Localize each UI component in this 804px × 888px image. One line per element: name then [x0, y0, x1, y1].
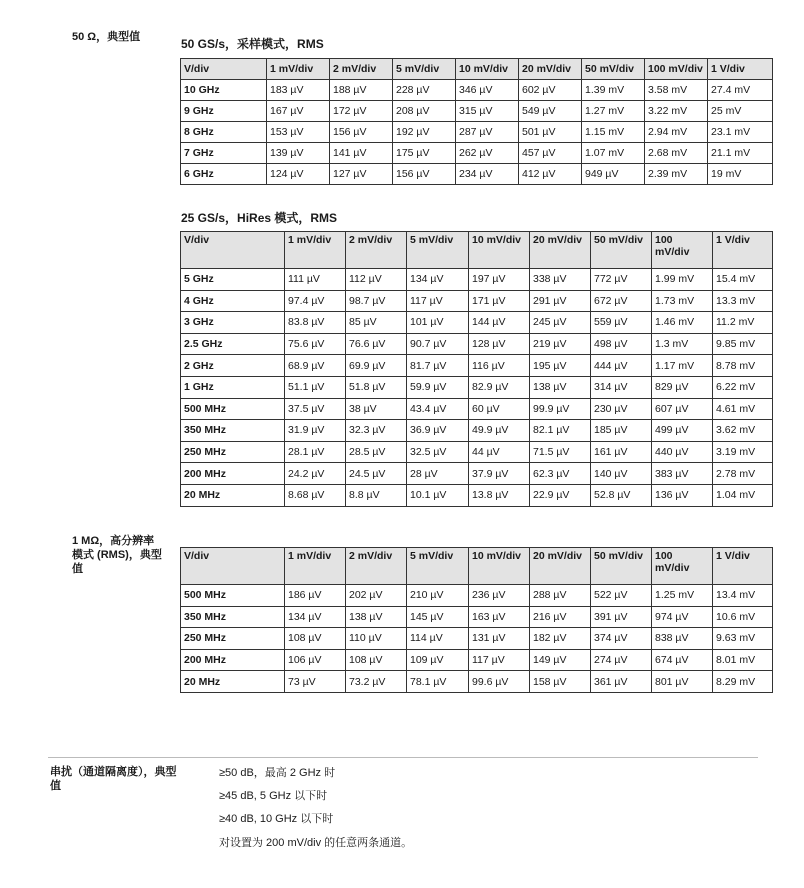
table-cell: 24.2 µV: [285, 463, 346, 485]
table-row: [181, 484, 773, 506]
table-cell: 97.4 µV: [285, 290, 346, 312]
table-row: [181, 143, 773, 164]
table-cell: 116 µV: [469, 355, 530, 377]
column-header: 50 mV/div: [591, 548, 652, 585]
table-cell: 101 µV: [407, 312, 469, 334]
table-cell: 43.4 µV: [407, 398, 469, 420]
table-cell: 99.6 µV: [469, 671, 530, 693]
column-header: 20 mV/div: [530, 232, 591, 269]
column-header: V/div: [181, 59, 267, 80]
column-header: 2 mV/div: [346, 232, 407, 269]
table-cell: 28.1 µV: [285, 441, 346, 463]
crosstalk-line-4: 对设置为 200 mV/div 的任意两条通道。: [219, 837, 413, 849]
row-header: 4 GHz: [181, 290, 285, 312]
row-header: 20 MHz: [181, 671, 285, 693]
table-cell: 9.85 mV: [713, 333, 773, 355]
column-header: 10 mV/div: [456, 59, 519, 80]
table-cell: 1.73 mV: [652, 290, 713, 312]
table-cell: 144 µV: [469, 312, 530, 334]
table-cell: 3.22 mV: [645, 101, 708, 122]
table-cell: 158 µV: [530, 671, 591, 693]
table-cell: 236 µV: [469, 585, 530, 607]
row-header: 1 GHz: [181, 376, 285, 398]
table-cell: 49.9 µV: [469, 420, 530, 442]
table-cell: 8.8 µV: [346, 484, 407, 506]
table-cell: 314 µV: [591, 376, 652, 398]
table-cell: 440 µV: [652, 441, 713, 463]
table-row: [181, 606, 773, 628]
row-header: 350 MHz: [181, 606, 285, 628]
table-cell: 134 µV: [285, 606, 346, 628]
table-row: [181, 122, 773, 143]
crosstalk-line-1: ≥50 dB，最高 2 GHz 时: [219, 767, 336, 779]
table-row: [181, 376, 773, 398]
table-cell: 22.9 µV: [530, 484, 591, 506]
table-cell: 28.5 µV: [346, 441, 407, 463]
column-header: 1 V/div: [708, 59, 773, 80]
table-cell: 829 µV: [652, 376, 713, 398]
column-header: 100 mV/div: [652, 548, 713, 585]
table-cell: 108 µV: [285, 628, 346, 650]
table-cell: 186 µV: [285, 585, 346, 607]
table-cell: 202 µV: [346, 585, 407, 607]
table-cell: 8.78 mV: [713, 355, 773, 377]
table-header-row: [181, 232, 773, 269]
table-cell: 59.9 µV: [407, 376, 469, 398]
table-cell: 674 µV: [652, 649, 713, 671]
table-cell: 175 µV: [393, 143, 456, 164]
crosstalk-line-3: ≥40 dB, 10 GHz 以下时: [219, 813, 334, 825]
table-cell: 11.2 mV: [713, 312, 773, 334]
table-cell: 522 µV: [591, 585, 652, 607]
table-cell: 52.8 µV: [591, 484, 652, 506]
table2-title: 25 GS/s，HiRes 模式，RMS: [181, 211, 338, 225]
table-cell: 128 µV: [469, 333, 530, 355]
row-header: 3 GHz: [181, 312, 285, 334]
table-cell: 145 µV: [407, 606, 469, 628]
table-cell: 27.4 mV: [708, 80, 773, 101]
table-cell: 23.1 mV: [708, 122, 773, 143]
row-header: 200 MHz: [181, 649, 285, 671]
table-cell: 153 µV: [267, 122, 330, 143]
table-cell: 338 µV: [530, 269, 591, 291]
table-cell: 2.39 mV: [645, 164, 708, 185]
table-cell: 69.9 µV: [346, 355, 407, 377]
table-cell: 444 µV: [591, 355, 652, 377]
table-cell: 8.29 mV: [713, 671, 773, 693]
table-cell: 68.9 µV: [285, 355, 346, 377]
table-row: [181, 628, 773, 650]
row-header: 500 MHz: [181, 585, 285, 607]
table-cell: 138 µV: [346, 606, 407, 628]
column-header: 5 mV/div: [393, 59, 456, 80]
section-divider: [48, 757, 758, 758]
table-cell: 4.61 mV: [713, 398, 773, 420]
column-header: 10 mV/div: [469, 548, 530, 585]
table-cell: 412 µV: [519, 164, 582, 185]
crosstalk-line-2: ≥45 dB, 5 GHz 以下时: [219, 790, 328, 802]
table-cell: 131 µV: [469, 628, 530, 650]
table-cell: 219 µV: [530, 333, 591, 355]
table-cell: 9.63 mV: [713, 628, 773, 650]
row-header: 2.5 GHz: [181, 333, 285, 355]
table-cell: 197 µV: [469, 269, 530, 291]
table-cell: 37.5 µV: [285, 398, 346, 420]
table-cell: 140 µV: [591, 463, 652, 485]
table-cell: 109 µV: [407, 649, 469, 671]
table-cell: 1.27 mV: [582, 101, 645, 122]
table-cell: 772 µV: [591, 269, 652, 291]
row-header: 8 GHz: [181, 122, 267, 143]
table-cell: 6.22 mV: [713, 376, 773, 398]
table-cell: 127 µV: [330, 164, 393, 185]
table-header-row: [181, 548, 773, 585]
table-cell: 99.9 µV: [530, 398, 591, 420]
table-cell: 208 µV: [393, 101, 456, 122]
table-cell: 230 µV: [591, 398, 652, 420]
table-cell: 1.46 mV: [652, 312, 713, 334]
noise-table-1m-hires: [180, 547, 773, 693]
table-cell: 288 µV: [530, 585, 591, 607]
table-cell: 183 µV: [267, 80, 330, 101]
table-cell: 391 µV: [591, 606, 652, 628]
table-cell: 31.9 µV: [285, 420, 346, 442]
table-header-row: [181, 59, 773, 80]
table-cell: 38 µV: [346, 398, 407, 420]
table-cell: 117 µV: [469, 649, 530, 671]
table-cell: 136 µV: [652, 484, 713, 506]
row-header: 10 GHz: [181, 80, 267, 101]
table-cell: 60 µV: [469, 398, 530, 420]
column-header: 20 mV/div: [530, 548, 591, 585]
column-header: 2 mV/div: [330, 59, 393, 80]
table-row: [181, 441, 773, 463]
column-header: V/div: [181, 548, 285, 585]
table-row: [181, 585, 773, 607]
row-header: 2 GHz: [181, 355, 285, 377]
row-header: 6 GHz: [181, 164, 267, 185]
table-cell: 172 µV: [330, 101, 393, 122]
table-cell: 156 µV: [393, 164, 456, 185]
column-header: 1 mV/div: [285, 232, 346, 269]
table-cell: 8.68 µV: [285, 484, 346, 506]
crosstalk-label: 串扰（通道隔离度），典型 值: [50, 766, 177, 792]
table-cell: 607 µV: [652, 398, 713, 420]
row-header: 500 MHz: [181, 398, 285, 420]
table-cell: 114 µV: [407, 628, 469, 650]
table-cell: 501 µV: [519, 122, 582, 143]
table-cell: 1.07 mV: [582, 143, 645, 164]
table-cell: 32.5 µV: [407, 441, 469, 463]
table-cell: 274 µV: [591, 649, 652, 671]
table-cell: 106 µV: [285, 649, 346, 671]
table-row: [181, 80, 773, 101]
table-row: [181, 649, 773, 671]
table-cell: 139 µV: [267, 143, 330, 164]
table-row: [181, 101, 773, 122]
table-cell: 19 mV: [708, 164, 773, 185]
table-cell: 1.3 mV: [652, 333, 713, 355]
table-cell: 110 µV: [346, 628, 407, 650]
table-cell: 51.8 µV: [346, 376, 407, 398]
table-cell: 974 µV: [652, 606, 713, 628]
table-cell: 13.8 µV: [469, 484, 530, 506]
table1-title: 50 GS/s，采样模式，RMS: [181, 37, 324, 51]
table-cell: 124 µV: [267, 164, 330, 185]
table-cell: 163 µV: [469, 606, 530, 628]
table-cell: 602 µV: [519, 80, 582, 101]
table-cell: 44 µV: [469, 441, 530, 463]
table-cell: 78.1 µV: [407, 671, 469, 693]
table-cell: 83.8 µV: [285, 312, 346, 334]
column-header: 50 mV/div: [591, 232, 652, 269]
table-cell: 1.17 mV: [652, 355, 713, 377]
table-cell: 3.19 mV: [713, 441, 773, 463]
table-cell: 51.1 µV: [285, 376, 346, 398]
row-header: 250 MHz: [181, 441, 285, 463]
table-cell: 167 µV: [267, 101, 330, 122]
table-row: [181, 164, 773, 185]
table-cell: 457 µV: [519, 143, 582, 164]
table-cell: 98.7 µV: [346, 290, 407, 312]
row-header: 250 MHz: [181, 628, 285, 650]
table-cell: 71.5 µV: [530, 441, 591, 463]
table-cell: 1.99 mV: [652, 269, 713, 291]
table-cell: 838 µV: [652, 628, 713, 650]
column-header: 1 mV/div: [285, 548, 346, 585]
table-cell: 672 µV: [591, 290, 652, 312]
column-header: 1 V/div: [713, 232, 773, 269]
table-cell: 82.9 µV: [469, 376, 530, 398]
table-cell: 112 µV: [346, 269, 407, 291]
column-header: 100 mV/div: [652, 232, 713, 269]
impedance-1m-label: 1 MΩ，高分辨率 模式 (RMS)，典型 值: [72, 535, 162, 575]
table-cell: 76.6 µV: [346, 333, 407, 355]
column-header: V/div: [181, 232, 285, 269]
row-header: 7 GHz: [181, 143, 267, 164]
table-cell: 1.15 mV: [582, 122, 645, 143]
row-header: 350 MHz: [181, 420, 285, 442]
table-cell: 245 µV: [530, 312, 591, 334]
table-cell: 117 µV: [407, 290, 469, 312]
noise-table-hires-mode: [180, 231, 773, 507]
table-row: [181, 355, 773, 377]
table-cell: 37.9 µV: [469, 463, 530, 485]
table-cell: 171 µV: [469, 290, 530, 312]
impedance-50-label: 50 Ω，典型值: [72, 31, 141, 43]
table-cell: 8.01 mV: [713, 649, 773, 671]
table-cell: 549 µV: [519, 101, 582, 122]
table-cell: 216 µV: [530, 606, 591, 628]
table-cell: 62.3 µV: [530, 463, 591, 485]
table-cell: 90.7 µV: [407, 333, 469, 355]
table-cell: 75.6 µV: [285, 333, 346, 355]
column-header: 10 mV/div: [469, 232, 530, 269]
table-cell: 234 µV: [456, 164, 519, 185]
table-cell: 138 µV: [530, 376, 591, 398]
table-cell: 188 µV: [330, 80, 393, 101]
table-cell: 2.68 mV: [645, 143, 708, 164]
table-row: [181, 671, 773, 693]
table-cell: 10.1 µV: [407, 484, 469, 506]
table-cell: 192 µV: [393, 122, 456, 143]
table-cell: 262 µV: [456, 143, 519, 164]
table-cell: 949 µV: [582, 164, 645, 185]
table-cell: 374 µV: [591, 628, 652, 650]
table-row: [181, 269, 773, 291]
table-cell: 499 µV: [652, 420, 713, 442]
table-cell: 13.4 mV: [713, 585, 773, 607]
table-cell: 801 µV: [652, 671, 713, 693]
table-cell: 291 µV: [530, 290, 591, 312]
column-header: 1 V/div: [713, 548, 773, 585]
noise-table-sample-mode: [180, 58, 773, 185]
table-cell: 1.04 mV: [713, 484, 773, 506]
table-cell: 141 µV: [330, 143, 393, 164]
row-header: 200 MHz: [181, 463, 285, 485]
column-header: 20 mV/div: [519, 59, 582, 80]
table-cell: 287 µV: [456, 122, 519, 143]
table-cell: 2.94 mV: [645, 122, 708, 143]
table-cell: 73.2 µV: [346, 671, 407, 693]
column-header: 50 mV/div: [582, 59, 645, 80]
table-row: [181, 290, 773, 312]
table-cell: 3.62 mV: [713, 420, 773, 442]
table-cell: 185 µV: [591, 420, 652, 442]
column-header: 100 mV/div: [645, 59, 708, 80]
row-header: 9 GHz: [181, 101, 267, 122]
column-header: 1 mV/div: [267, 59, 330, 80]
table-cell: 134 µV: [407, 269, 469, 291]
table-cell: 361 µV: [591, 671, 652, 693]
table-cell: 28 µV: [407, 463, 469, 485]
row-header: 20 MHz: [181, 484, 285, 506]
table-cell: 82.1 µV: [530, 420, 591, 442]
table-cell: 32.3 µV: [346, 420, 407, 442]
table-cell: 85 µV: [346, 312, 407, 334]
column-header: 5 mV/div: [407, 548, 469, 585]
row-header: 5 GHz: [181, 269, 285, 291]
table-cell: 1.25 mV: [652, 585, 713, 607]
table-cell: 81.7 µV: [407, 355, 469, 377]
table-cell: 3.58 mV: [645, 80, 708, 101]
table-cell: 182 µV: [530, 628, 591, 650]
table-cell: 1.39 mV: [582, 80, 645, 101]
table-cell: 383 µV: [652, 463, 713, 485]
table-cell: 559 µV: [591, 312, 652, 334]
table-cell: 108 µV: [346, 649, 407, 671]
table-row: [181, 333, 773, 355]
table-row: [181, 312, 773, 334]
table-cell: 149 µV: [530, 649, 591, 671]
table-cell: 111 µV: [285, 269, 346, 291]
column-header: 5 mV/div: [407, 232, 469, 269]
table-cell: 315 µV: [456, 101, 519, 122]
table-cell: 15.4 mV: [713, 269, 773, 291]
table-cell: 73 µV: [285, 671, 346, 693]
table-cell: 36.9 µV: [407, 420, 469, 442]
table-cell: 10.6 mV: [713, 606, 773, 628]
table-row: [181, 420, 773, 442]
table-cell: 228 µV: [393, 80, 456, 101]
table-row: [181, 398, 773, 420]
table-cell: 21.1 mV: [708, 143, 773, 164]
table-cell: 25 mV: [708, 101, 773, 122]
table-cell: 195 µV: [530, 355, 591, 377]
table-cell: 346 µV: [456, 80, 519, 101]
table-cell: 498 µV: [591, 333, 652, 355]
table-cell: 161 µV: [591, 441, 652, 463]
table-row: [181, 463, 773, 485]
column-header: 2 mV/div: [346, 548, 407, 585]
table-cell: 13.3 mV: [713, 290, 773, 312]
table-cell: 156 µV: [330, 122, 393, 143]
table-cell: 24.5 µV: [346, 463, 407, 485]
table-cell: 210 µV: [407, 585, 469, 607]
table-cell: 2.78 mV: [713, 463, 773, 485]
